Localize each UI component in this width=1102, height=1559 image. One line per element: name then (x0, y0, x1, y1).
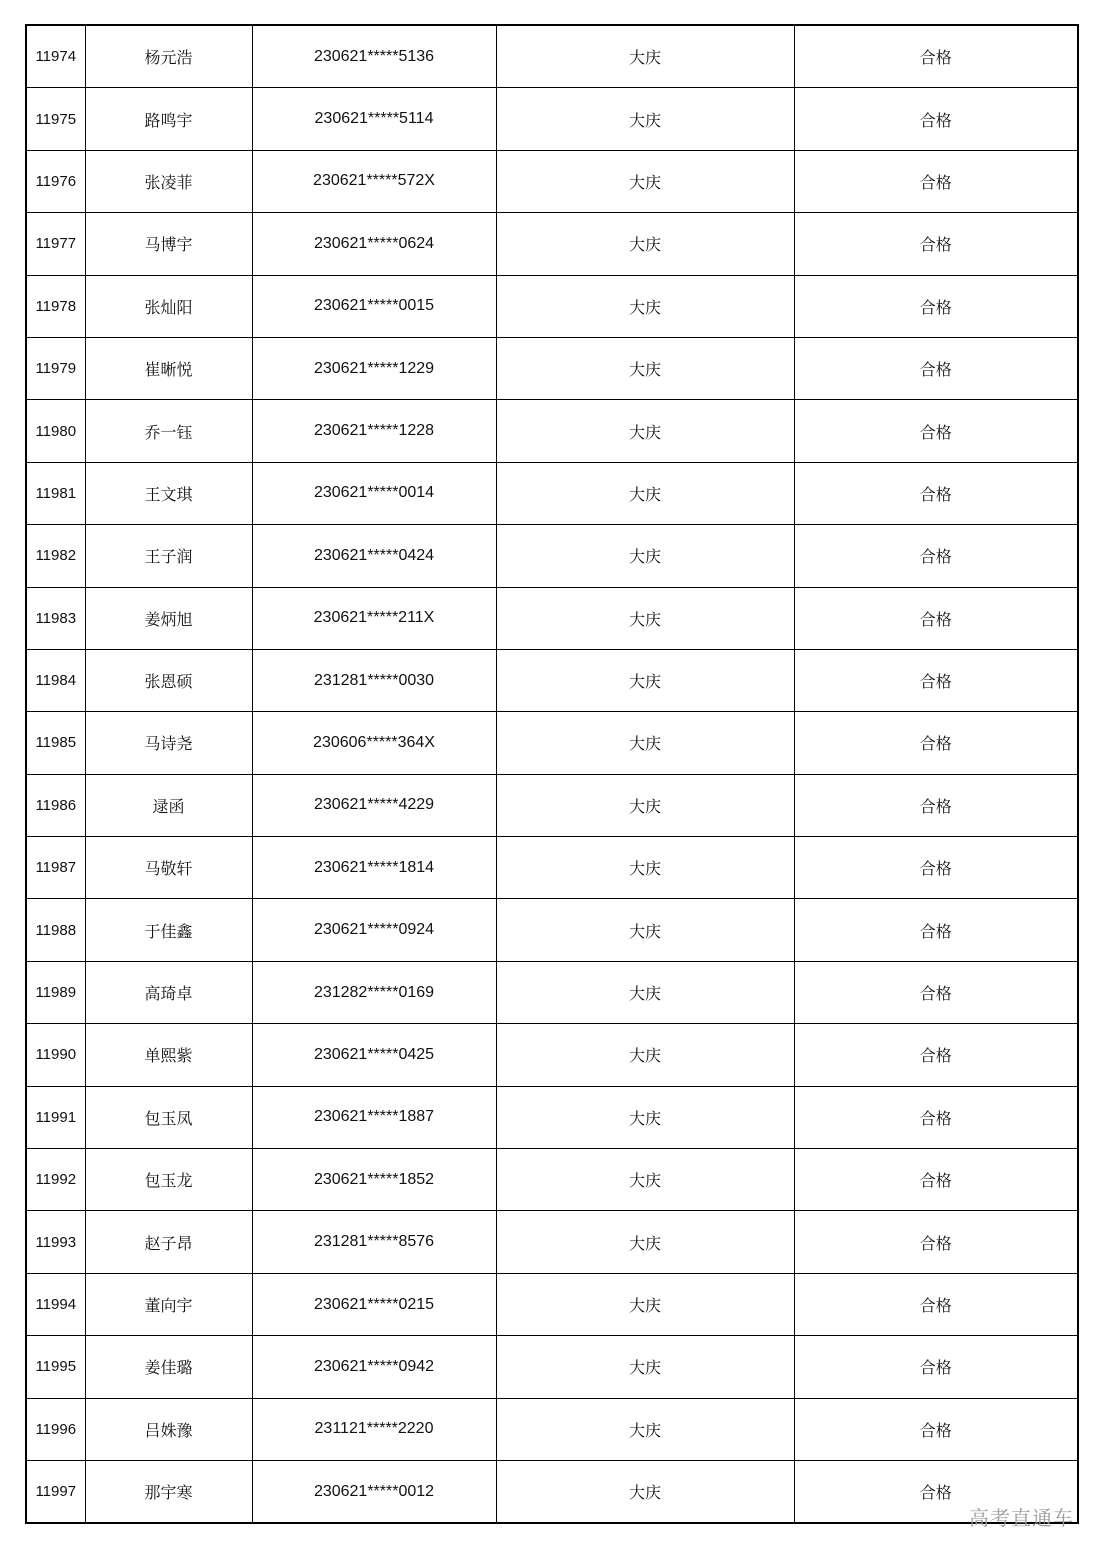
cell-id-number: 230621*****4229 (252, 774, 496, 836)
cell-number: 11975 (26, 88, 85, 150)
table-row (26, 1086, 1078, 1148)
cell-result: 合格 (794, 400, 1078, 462)
cell-id-number: 230621*****1228 (252, 400, 496, 462)
cell-id-number: 230621*****5114 (252, 88, 496, 150)
results-table (25, 24, 1079, 1524)
cell-name: 姜炳旭 (85, 587, 252, 649)
cell-name: 赵子昂 (85, 1211, 252, 1273)
cell-city: 大庆 (496, 213, 794, 275)
cell-number: 11994 (26, 1273, 85, 1335)
table-row (26, 649, 1078, 711)
cell-result: 合格 (794, 1398, 1078, 1460)
cell-number: 11981 (26, 462, 85, 524)
cell-number: 11985 (26, 712, 85, 774)
cell-city: 大庆 (496, 337, 794, 399)
cell-id-number: 230621*****0924 (252, 899, 496, 961)
cell-id-number: 230621*****0215 (252, 1273, 496, 1335)
table-row (26, 1273, 1078, 1335)
cell-result: 合格 (794, 1149, 1078, 1211)
results-table-body (26, 25, 1078, 1523)
cell-number: 11987 (26, 837, 85, 899)
cell-result: 合格 (794, 1024, 1078, 1086)
cell-name: 张灿阳 (85, 275, 252, 337)
cell-id-number: 230621*****0425 (252, 1024, 496, 1086)
cell-id-number: 230621*****0012 (252, 1460, 496, 1523)
table-row (26, 275, 1078, 337)
cell-name: 马敬轩 (85, 837, 252, 899)
cell-name: 那宇寒 (85, 1460, 252, 1523)
table-row (26, 961, 1078, 1023)
cell-name: 单熙紫 (85, 1024, 252, 1086)
cell-number: 11980 (26, 400, 85, 462)
cell-city: 大庆 (496, 25, 794, 88)
cell-id-number: 231282*****0169 (252, 961, 496, 1023)
cell-result: 合格 (794, 1336, 1078, 1398)
cell-id-number: 231281*****8576 (252, 1211, 496, 1273)
cell-result: 合格 (794, 275, 1078, 337)
cell-number: 11982 (26, 525, 85, 587)
table-row (26, 150, 1078, 212)
cell-result: 合格 (794, 150, 1078, 212)
cell-name: 高琦卓 (85, 961, 252, 1023)
table-row (26, 88, 1078, 150)
table-row (26, 837, 1078, 899)
cell-result: 合格 (794, 774, 1078, 836)
cell-number: 11996 (26, 1398, 85, 1460)
cell-id-number: 230621*****0624 (252, 213, 496, 275)
cell-name: 杨元浩 (85, 25, 252, 88)
cell-result: 合格 (794, 1086, 1078, 1148)
cell-name: 王文琪 (85, 462, 252, 524)
cell-city: 大庆 (496, 1460, 794, 1523)
cell-number: 11979 (26, 337, 85, 399)
cell-number: 11978 (26, 275, 85, 337)
cell-id-number: 230621*****572X (252, 150, 496, 212)
table-row (26, 1211, 1078, 1273)
cell-city: 大庆 (496, 961, 794, 1023)
cell-city: 大庆 (496, 899, 794, 961)
cell-number: 11977 (26, 213, 85, 275)
cell-name: 王子润 (85, 525, 252, 587)
cell-city: 大庆 (496, 462, 794, 524)
cell-result: 合格 (794, 712, 1078, 774)
table-row (26, 774, 1078, 836)
cell-city: 大庆 (496, 1273, 794, 1335)
cell-id-number: 230621*****0942 (252, 1336, 496, 1398)
cell-city: 大庆 (496, 1086, 794, 1148)
table-row (26, 899, 1078, 961)
cell-number: 11990 (26, 1024, 85, 1086)
cell-result: 合格 (794, 337, 1078, 399)
cell-result: 合格 (794, 213, 1078, 275)
cell-result: 合格 (794, 1273, 1078, 1335)
cell-id-number: 230606*****364X (252, 712, 496, 774)
cell-city: 大庆 (496, 525, 794, 587)
cell-name: 路鸣宇 (85, 88, 252, 150)
cell-name: 姜佳璐 (85, 1336, 252, 1398)
cell-id-number: 230621*****1814 (252, 837, 496, 899)
cell-id-number: 230621*****1229 (252, 337, 496, 399)
table-row (26, 712, 1078, 774)
cell-name: 马诗尧 (85, 712, 252, 774)
cell-id-number: 230621*****0015 (252, 275, 496, 337)
cell-number: 11986 (26, 774, 85, 836)
cell-city: 大庆 (496, 774, 794, 836)
cell-id-number: 230621*****1852 (252, 1149, 496, 1211)
cell-city: 大庆 (496, 712, 794, 774)
cell-name: 马博宇 (85, 213, 252, 275)
cell-result: 合格 (794, 899, 1078, 961)
cell-name: 崔晰悦 (85, 337, 252, 399)
cell-city: 大庆 (496, 1398, 794, 1460)
cell-result: 合格 (794, 25, 1078, 88)
cell-city: 大庆 (496, 1336, 794, 1398)
cell-number: 11983 (26, 587, 85, 649)
cell-city: 大庆 (496, 649, 794, 711)
table-row (26, 1398, 1078, 1460)
cell-result: 合格 (794, 587, 1078, 649)
cell-id-number: 230621*****1887 (252, 1086, 496, 1148)
cell-number: 11993 (26, 1211, 85, 1273)
cell-result: 合格 (794, 961, 1078, 1023)
watermark: 高考直通车 (969, 1506, 1074, 1530)
cell-id-number: 230621*****0424 (252, 525, 496, 587)
cell-id-number: 230621*****211X (252, 587, 496, 649)
table-row (26, 337, 1078, 399)
cell-name: 张恩硕 (85, 649, 252, 711)
cell-result: 合格 (794, 1211, 1078, 1273)
cell-result: 合格 (794, 837, 1078, 899)
cell-name: 于佳鑫 (85, 899, 252, 961)
cell-result: 合格 (794, 525, 1078, 587)
cell-name: 董向宇 (85, 1273, 252, 1335)
cell-city: 大庆 (496, 150, 794, 212)
cell-name: 张凌菲 (85, 150, 252, 212)
cell-result: 合格 (794, 649, 1078, 711)
cell-city: 大庆 (496, 587, 794, 649)
cell-number: 11992 (26, 1149, 85, 1211)
cell-number: 11991 (26, 1086, 85, 1148)
table-row (26, 525, 1078, 587)
cell-number: 11989 (26, 961, 85, 1023)
cell-result: 合格 (794, 1460, 1078, 1523)
table-row (26, 1024, 1078, 1086)
cell-id-number: 231281*****0030 (252, 649, 496, 711)
table-row (26, 213, 1078, 275)
cell-city: 大庆 (496, 400, 794, 462)
cell-id-number: 230621*****5136 (252, 25, 496, 88)
table-row (26, 1149, 1078, 1211)
cell-number: 11976 (26, 150, 85, 212)
cell-city: 大庆 (496, 275, 794, 337)
cell-result: 合格 (794, 462, 1078, 524)
table-row (26, 462, 1078, 524)
table-row (26, 25, 1078, 88)
table-row (26, 1460, 1078, 1523)
cell-name: 包玉凤 (85, 1086, 252, 1148)
cell-name: 乔一钰 (85, 400, 252, 462)
cell-number: 11988 (26, 899, 85, 961)
cell-number: 11997 (26, 1460, 85, 1523)
table-row (26, 1336, 1078, 1398)
table-row (26, 400, 1078, 462)
cell-name: 逯函 (85, 774, 252, 836)
cell-city: 大庆 (496, 1149, 794, 1211)
cell-id-number: 231121*****2220 (252, 1398, 496, 1460)
table-row (26, 587, 1078, 649)
cell-city: 大庆 (496, 88, 794, 150)
cell-result: 合格 (794, 88, 1078, 150)
cell-city: 大庆 (496, 1024, 794, 1086)
cell-number: 11984 (26, 649, 85, 711)
cell-name: 包玉龙 (85, 1149, 252, 1211)
cell-city: 大庆 (496, 837, 794, 899)
cell-number: 11995 (26, 1336, 85, 1398)
cell-id-number: 230621*****0014 (252, 462, 496, 524)
cell-city: 大庆 (496, 1211, 794, 1273)
cell-number: 11974 (26, 25, 85, 88)
cell-name: 吕姝豫 (85, 1398, 252, 1460)
